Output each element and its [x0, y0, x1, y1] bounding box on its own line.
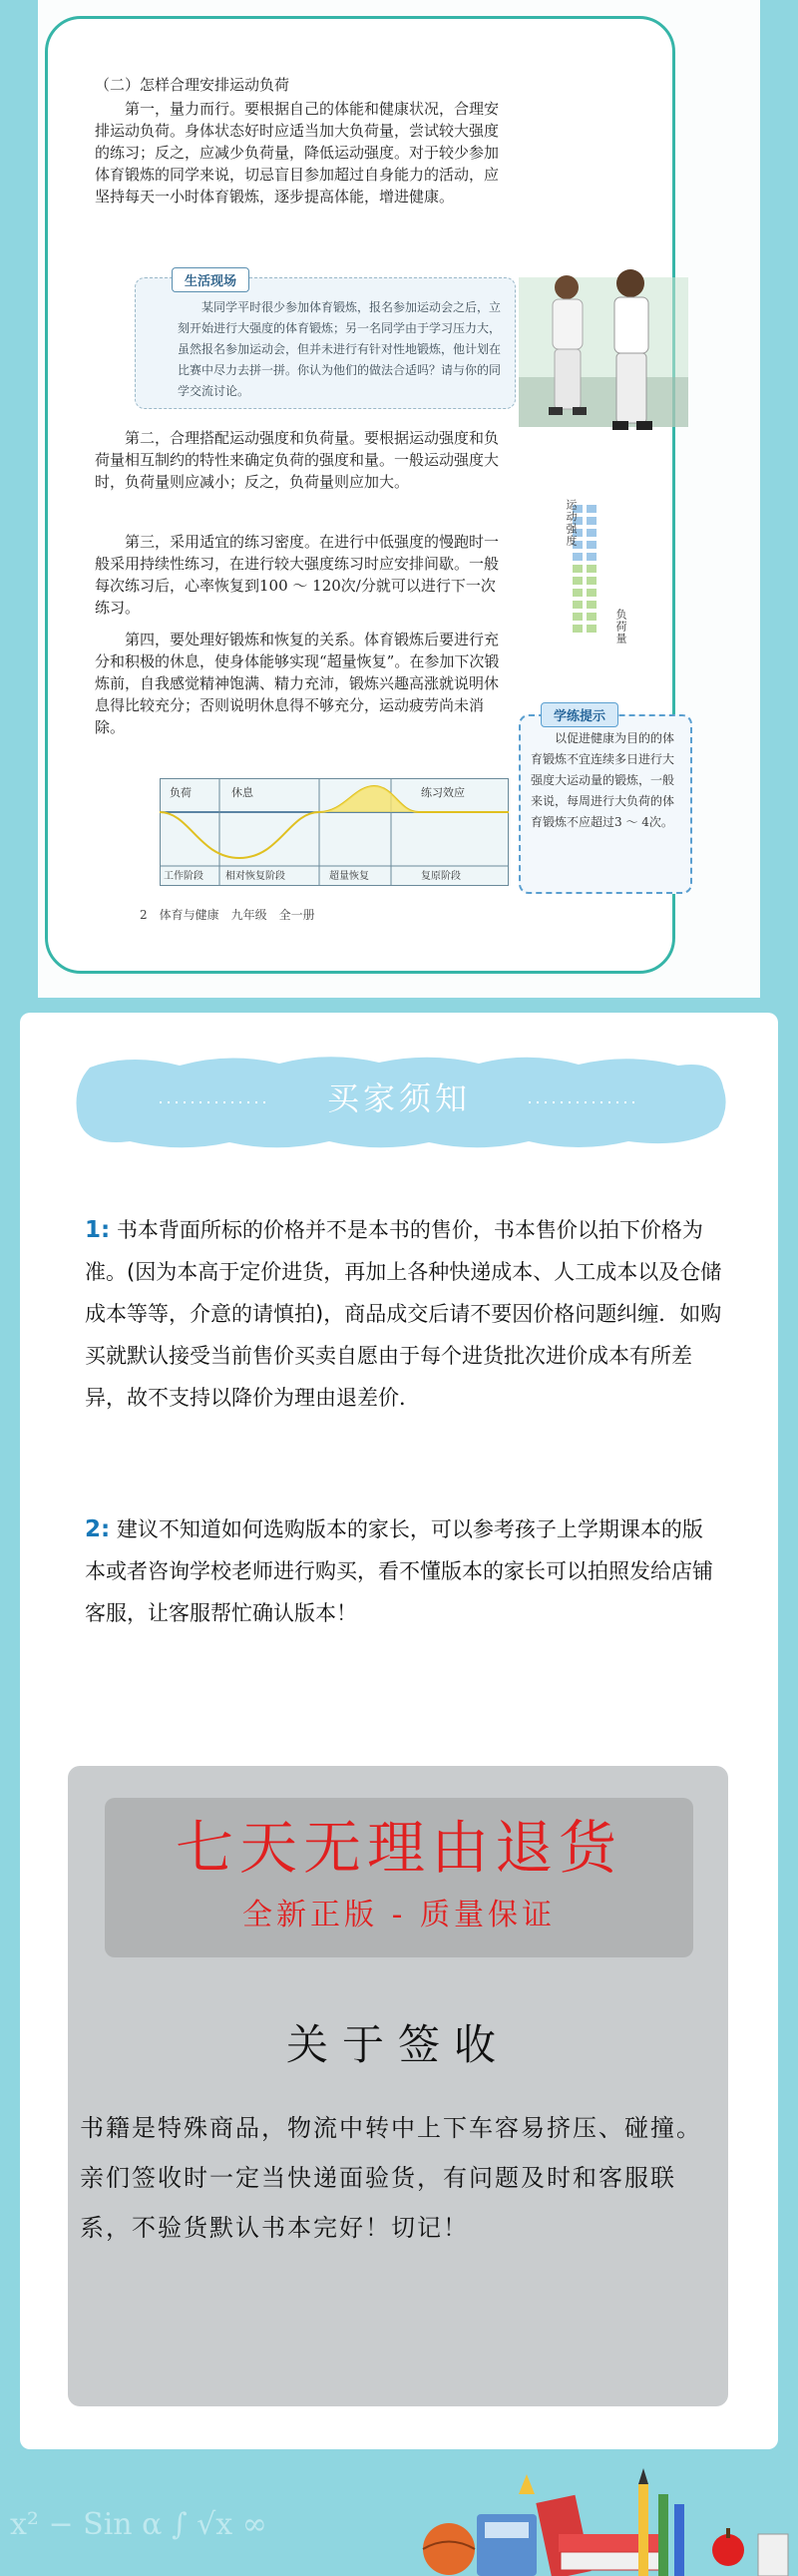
chart-effect-label: 练习效应 [421, 786, 465, 799]
sign-body: 书籍是特殊商品，物流中转中上下车容易挤压、碰撞。亲们签收时一定当快递面验货，有问题及时和客服联系，不验货默认书本完好！切记！ [80, 2114, 702, 2242]
chart-stage-label: 超量恢复 [329, 871, 369, 882]
notice-item-1 [85, 1209, 723, 1419]
load-recovery-diagram [160, 778, 509, 886]
study-tip-text: 以促进健康为目的的体育锻炼不宜连续多日进行大强度大运动量的锻炼，一般来说，每周进行大负荷的体育锻炼不应超过3 ～ 4次。 [531, 731, 675, 829]
chart-stage-label: 工作阶段 [164, 871, 203, 882]
return-subtitle: 全新正版 - 质量保证 [242, 1898, 556, 1932]
stationery-decoration-icon [0, 2454, 798, 2576]
chart-stage-label: 相对恢复阶段 [225, 871, 285, 882]
load-label: 负荷量 [614, 609, 627, 644]
notice-item-2 [85, 1508, 723, 1634]
section-heading: （二）怎样合理安排运动负荷 [95, 76, 290, 94]
notice-title: 买家须知 [326, 1079, 471, 1117]
notice-item-number: 1: [85, 1217, 111, 1243]
page-footer: 2 体育与健康 九年级 全一册 [140, 908, 315, 922]
notice-item-text: 建议不知道如何选购版本的家长，可以参考孩子上学期课本的版本或者咨询学校老师进行购买，看不懂版本的家长可以拍照发给店铺客服，让客服帮忙确认版本！ [85, 1517, 713, 1625]
life-scene-text: 某同学平时很少参加体育锻炼，报名参加运动会之后，立刻开始进行大强度的体育锻炼；另一名同学由于学习压力大，虽然报名参加运动会，但并未进行有针对性地锻炼，他计划在比赛中尽力去拼一拼。你认为他们的做法合适吗？请与你的同学交流讨论。 [178, 300, 502, 398]
paragraph-1: 第一，量力而行。要根据自己的体能和健康状况，合理安排运动负荷。身体状态好时应适当加大负荷量，尝试较大强度的练习；反之，应减少负荷量，降低运动强度。对于较少参加体育锻炼的同学来说，切忌盲目参加超过自身能力的活动，应坚持每天一小时体育锻炼，逐步提高体能，增进健康。 [95, 100, 500, 206]
chart-stage-label: 复原阶段 [421, 871, 461, 882]
paragraph-3: 第三，采用适宜的练习密度。在进行中低强度的慢跑时一般采用持续性练习，在进行较大强度练习时应安排间歇。一般每次练习后，心率恢复到100 ～ 120次/分就可以进行下一次练习。 [95, 533, 500, 617]
chart-load-label: 负荷 [170, 786, 192, 799]
runners-photo-icon [519, 257, 688, 445]
paragraph-4: 第四，要处理好锻炼和恢复的关系。体育锻炼后要进行充分和积极的休息，使身体能够实现“超量恢复”。在参加下次锻炼前，自我感觉精神饱满、精力充沛，锻炼兴趣高涨就说明休息得比较充分；否则说明休息得不够充分，运动疲劳尚未消除。 [95, 631, 500, 736]
notice-item-number: 2: [85, 1516, 111, 1542]
life-scene-tag: 生活现场 [172, 267, 249, 292]
study-tip-tag: 学练提示 [541, 702, 618, 727]
paragraph-2: 第二，合理搭配运动强度和负荷量。要根据运动强度和负荷量相互制约的特性来确定负荷的强度和量。一般运动强度大时，负荷量则应减小；反之，负荷量则应加大。 [95, 429, 500, 491]
return-title: 七天无理由退货 [175, 1814, 622, 1882]
intensity-label: 运动强度 [565, 499, 578, 547]
sign-title: 关于签收 [285, 2020, 510, 2069]
chart-rest-label: 休息 [231, 786, 253, 799]
svg-text:x² − Sin α ∫ √x ∞: x² − Sin α ∫ √x ∞ [10, 2507, 267, 2542]
notice-item-text: 书本背面所标的价格并不是本书的售价，书本售价以拍下价格为准。(因为本高于定价进货，再加上各种快递成本、人工成本以及仓储成本等等，介意的请慎拍)，商品成交后请不要因价格问题纠缠．如购买就默认接受当前售价买卖自愿由于每个进货批次进价成本有所差异，故不支持以降价为理由退差价． [85, 1218, 722, 1410]
